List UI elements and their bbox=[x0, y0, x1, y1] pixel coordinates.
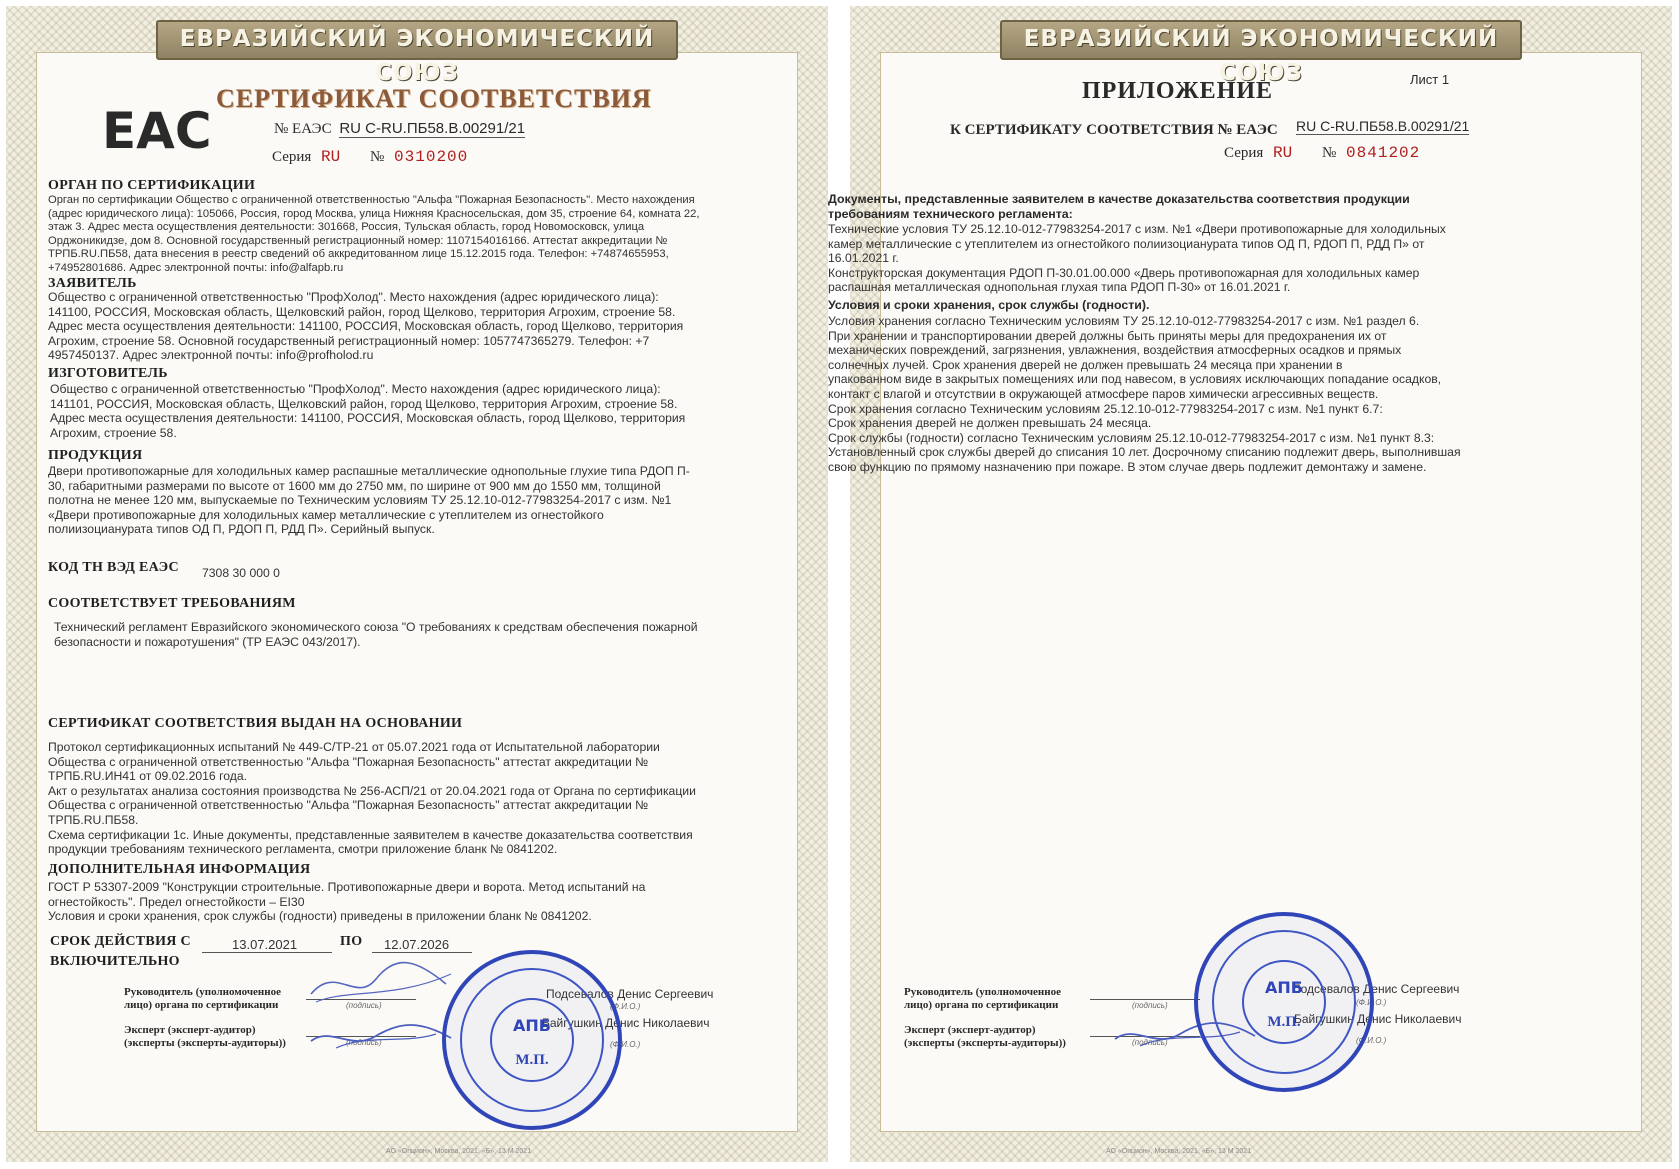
section-text-conforms: Технический регламент Евразийского экономического союза "О требованиях к средствам обеспечения пожарной безопасности и пожаротушения" (ТР ЕАЭС 043/2017). bbox=[54, 620, 698, 649]
docs-title: Документы, представленные заявителем в качестве доказательства соответствия продукции требованиям технического регламента: bbox=[828, 192, 1410, 221]
union-header: ЕВРАЗИЙСКИЙ ЭКОНОМИЧЕСКИЙ СОЮЗ bbox=[156, 20, 678, 60]
number-label: № ЕАЭС bbox=[274, 121, 332, 137]
stamp-mp: М.П. bbox=[515, 1052, 549, 1068]
section-title-applicant: ЗАЯВИТЕЛЬ bbox=[48, 276, 137, 291]
signature-expert bbox=[306, 1006, 456, 1066]
series-line bbox=[272, 148, 468, 166]
signature-hint: (подпись) bbox=[346, 1001, 382, 1010]
certification-stamp bbox=[442, 950, 622, 1130]
validity-line bbox=[372, 952, 472, 953]
certificate-page bbox=[6, 6, 828, 1162]
validity-to-label: ПО bbox=[340, 934, 363, 949]
blank-number-label: № bbox=[369, 149, 385, 165]
union-header: ЕВРАЗИЙСКИЙ ЭКОНОМИЧЕСКИЙ СОЮЗ bbox=[1000, 20, 1522, 60]
blank-number-value: 0841202 bbox=[1346, 144, 1421, 162]
series-line bbox=[1224, 144, 1420, 162]
section-title-body: ОРГАН ПО СЕРТИФИКАЦИИ bbox=[48, 178, 256, 193]
signature-hint: (подпись) bbox=[1132, 1001, 1168, 1010]
series-label: Серия bbox=[272, 149, 312, 165]
section-title-conforms: СООТВЕТСТВУЕТ ТРЕБОВАНИЯМ bbox=[48, 596, 296, 611]
head-label: Руководитель (уполномоченное лицо) органа по сертификации bbox=[124, 986, 281, 1011]
expert-label: Эксперт (эксперт-аудитор) (эксперты (эксперты-аудиторы)) bbox=[124, 1024, 286, 1049]
expert-label: Эксперт (эксперт-аудитор) (эксперты (эксперты-аудиторы)) bbox=[904, 1024, 1066, 1049]
section-text-manufacturer: Общество с ограниченной ответственностью "ПрофХолод". Место нахождения (адрес юридического лица): 141101, РОССИЯ, Московская область, Щелковский район, город Щелково, территория Агрохим, строение 58. Адрес места осуществления деятельности: 141100, РОССИЯ, Московская область, город Щелково, территория Агрохим, строение 58. bbox=[50, 382, 686, 440]
print-footer: АО «Опцион», Москва, 2021, «Б», 13 М 2021 bbox=[1106, 1148, 1252, 1155]
series-label: Серия bbox=[1224, 145, 1264, 161]
eac-logo bbox=[102, 100, 212, 160]
validity-to: 12.07.2026 bbox=[384, 937, 450, 952]
section-title-manufacturer: ИЗГОТОВИТЕЛЬ bbox=[48, 366, 168, 381]
head-label: Руководитель (уполномоченное лицо) органа по сертификации bbox=[904, 986, 1061, 1011]
fio-hint: (Ф.И.О.) bbox=[1356, 1036, 1387, 1045]
section-text-applicant: Общество с ограниченной ответственностью "ПрофХолод". Место нахождения (адрес юридического лица): 141100, РОССИЯ, Московская область, Щелковский район, город Щелково, территория Агрохим, строение 58. Адрес места осуществления деятельности: 141100, РОССИЯ, Московская область, город Щелково, территория Агрохим, строение 58. Основной государственный регистрационный номер: 1057747365279. Телефон: +7 4957450137. Адрес электронной почты: info@profholod.ru bbox=[48, 290, 684, 363]
appendix-title: ПРИЛОЖЕНИЕ bbox=[1082, 78, 1274, 104]
section-text-extra: ГОСТ Р 53307-2009 "Конструкции строительные. Противопожарные двери и ворота. Метод испытаний на огнестойкость". Предел огнестойкости – EI30 Условия и сроки хранения, срок службы (годности) приведены в приложении бланк № 0841202. bbox=[48, 880, 646, 924]
section-title-product: ПРОДУКЦИЯ bbox=[48, 448, 143, 463]
head-name: Подсевалов Денис Сергеевич bbox=[546, 987, 714, 1001]
stamp-logo: АПБ bbox=[1265, 978, 1303, 997]
expert-name: Байгушкин Денис Николаевич bbox=[1294, 1012, 1462, 1026]
section-title-basis: СЕРТИФИКАТ СООТВЕТСТВИЯ ВЫДАН НА ОСНОВАНИИ bbox=[48, 716, 463, 731]
head-name: Подсевалов Денис Сергеевич bbox=[1292, 982, 1460, 996]
svg-text:ЕАС: ЕАС bbox=[102, 102, 212, 160]
document-title: СЕРТИФИКАТ СООТВЕТСТВИЯ bbox=[216, 84, 652, 113]
section-text-basis: Протокол сертификационных испытаний № 449-С/ТР-21 от 05.07.2021 года от Испытательной лаборатории Общества с ограниченной ответственностью "Альфа "Пожарная Безопасность" аттестат аккредитации № ТРПБ.RU.ИН41 от 09.02.2016 года. Акт о результатах анализа состояния производства № 256-АСП/21 от 20.04.2021 года от Органа по сертификации Общества с ограниченной ответственностью "Альфа "Пожарная Безопасность" аттестат аккредитации № ТРПБ.RU.ПБ58. Схема сертификации 1с. Иные документы, представленные заявителем в качестве доказательства соответствия продукции требованиям технического регламента, смотри приложение бланк № 0841202. bbox=[48, 740, 696, 857]
stamp-mp: М.П. bbox=[1267, 1014, 1301, 1030]
stamp-logo: АПБ bbox=[513, 1016, 551, 1035]
validity-from: 13.07.2021 bbox=[232, 937, 298, 952]
validity-inclusive: ВКЛЮЧИТЕЛЬНО bbox=[50, 954, 180, 969]
signature-hint: (подпись) bbox=[1132, 1038, 1168, 1047]
blank-number-value: 0310200 bbox=[394, 148, 469, 166]
section-text-body: Орган по сертификации Общество с ограниченной ответственностью "Альфа "Пожарная Безопасность". Место нахождения (адрес юридического лица): 105066, Россия, город Москва, улица Нижняя Красносельская, дом 35, строение 64, комната 22, этаж 3. Адрес места осуществления деятельности: 301668, Россия, Тульская область, город Новомосковск, улица Орджоникидзе, дом 8. Основной государственный регистрационный номер: 1107154016166. Аттестат аккредитации № ТРПБ.RU.ПБ58, дата внесения в реестр сведений об аккредитованном лице 15.12.2015 года. Телефон: +74874655953, +74952801686. Адрес электронной почты: info@alfapb.ru bbox=[48, 194, 700, 274]
section-text-product: Двери противопожарные для холодильных камер распашные металлические однопольные глухие типа РДОП П- 30, габаритными размерами по высоте от 1600 мм до 2750 мм, по ширине от 900 мм до 1550 мм, толщиной полотна не менее 120 мм, выпускаемые по Техническим условиям ТУ 25.12.10-012-77983254-2017 с изм. №1 «Двери противопожарные для холодильных камер металлические с утеплителем из огнестойкого полиизоцианурата типов ОД П, РДОП П, РДД П». Серийный выпуск. bbox=[48, 464, 690, 537]
appendix-page bbox=[828, 6, 1672, 1162]
fio-hint: (Ф.И.О.) bbox=[610, 1040, 641, 1049]
validity-from-label: СРОК ДЕЙСТВИЯ С bbox=[50, 934, 191, 949]
fio-hint: (Ф.И.О.) bbox=[1356, 998, 1387, 1007]
series-value: RU bbox=[1273, 144, 1293, 162]
section-title-extra: ДОПОЛНИТЕЛЬНАЯ ИНФОРМАЦИЯ bbox=[48, 862, 311, 877]
expert-name: Байгушкин Денис Николаевич bbox=[542, 1016, 710, 1030]
certification-stamp bbox=[1194, 912, 1374, 1092]
tnved-code: 7308 30 000 0 bbox=[202, 566, 280, 580]
blank-number-label: № bbox=[1321, 145, 1337, 161]
docs-text: Технические условия ТУ 25.12.10-012-77983254-2017 с изм. №1 «Двери противопожарные для холодильных камер металлические с утеплителем из огнестойкого полиизоцианурата типов ОД П, РДОП П, РДД П» от 16.01.2021 г. Конструкторская документация РДОП П-30.01.00.000 «Дверь противопожарная для холодильных камер распашная металлическая однопольная глухая типа РДОП П-30» от 16.01.2021 г. bbox=[828, 222, 1446, 295]
signature-line bbox=[1090, 999, 1200, 1000]
signature-hint: (подпись) bbox=[346, 1038, 382, 1047]
signature-head bbox=[306, 954, 456, 1014]
number-value: RU C-RU.ПБ58.В.00291/21 bbox=[1296, 118, 1470, 134]
appendix-subtitle: К СЕРТИФИКАТУ СООТВЕТСТВИЯ № ЕАЭС bbox=[950, 122, 1278, 138]
print-footer: АО «Опцион», Москва, 2021, «Б», 13 М 2021 bbox=[386, 1148, 532, 1155]
fio-hint: (Ф.И.О.) bbox=[610, 1002, 641, 1011]
storage-title: Условия и сроки хранения, срок службы (годности). bbox=[828, 298, 1150, 312]
sheet-label: Лист 1 bbox=[1410, 72, 1450, 87]
validity-line bbox=[202, 952, 332, 953]
series-value: RU bbox=[321, 148, 341, 166]
number-value: RU C-RU.ПБ58.В.00291/21 bbox=[339, 120, 526, 137]
storage-text: Условия хранения согласно Техническим условиям ТУ 25.12.10-012-77983254-2017 с изм. №1 раздел 6. При хранении и транспортировании дверей должны быть приняты меры для предохранения их от механических повреждений, загрязнения, увлажнения, воздействия атмосферных осадков и прямых солнечных лучей. Срок хранения дверей не должен превышать 24 месяца при хранении в упакованном виде в закрытых помещениях или под навесом, в условиях исключающих попадание осадков, контакт с влагой и отсутствии в окружающей атмосфере паров химически агрессивных веществ. Срок хранения согласно Техническим условиям 25.12.10-012-77983254-2017 с изм. №1 пункт 6.7: Срок хранения дверей не должен превышать 24 месяца. Срок службы (годности) согласно Техническим условиям 25.12.10-012-77983254-2017 с изм. №1 пункт 8.3: Установленный срок службы дверей до списания 10 лет. Досрочному списанию подлежит дверь, выполнившая свою функцию по прямому назначению при пожаре. В этом случае дверь подлежит демонтажу и замене. bbox=[828, 314, 1461, 474]
certificate-number bbox=[274, 120, 525, 138]
section-title-tnved: КОД ТН ВЭД ЕАЭС bbox=[48, 560, 179, 575]
